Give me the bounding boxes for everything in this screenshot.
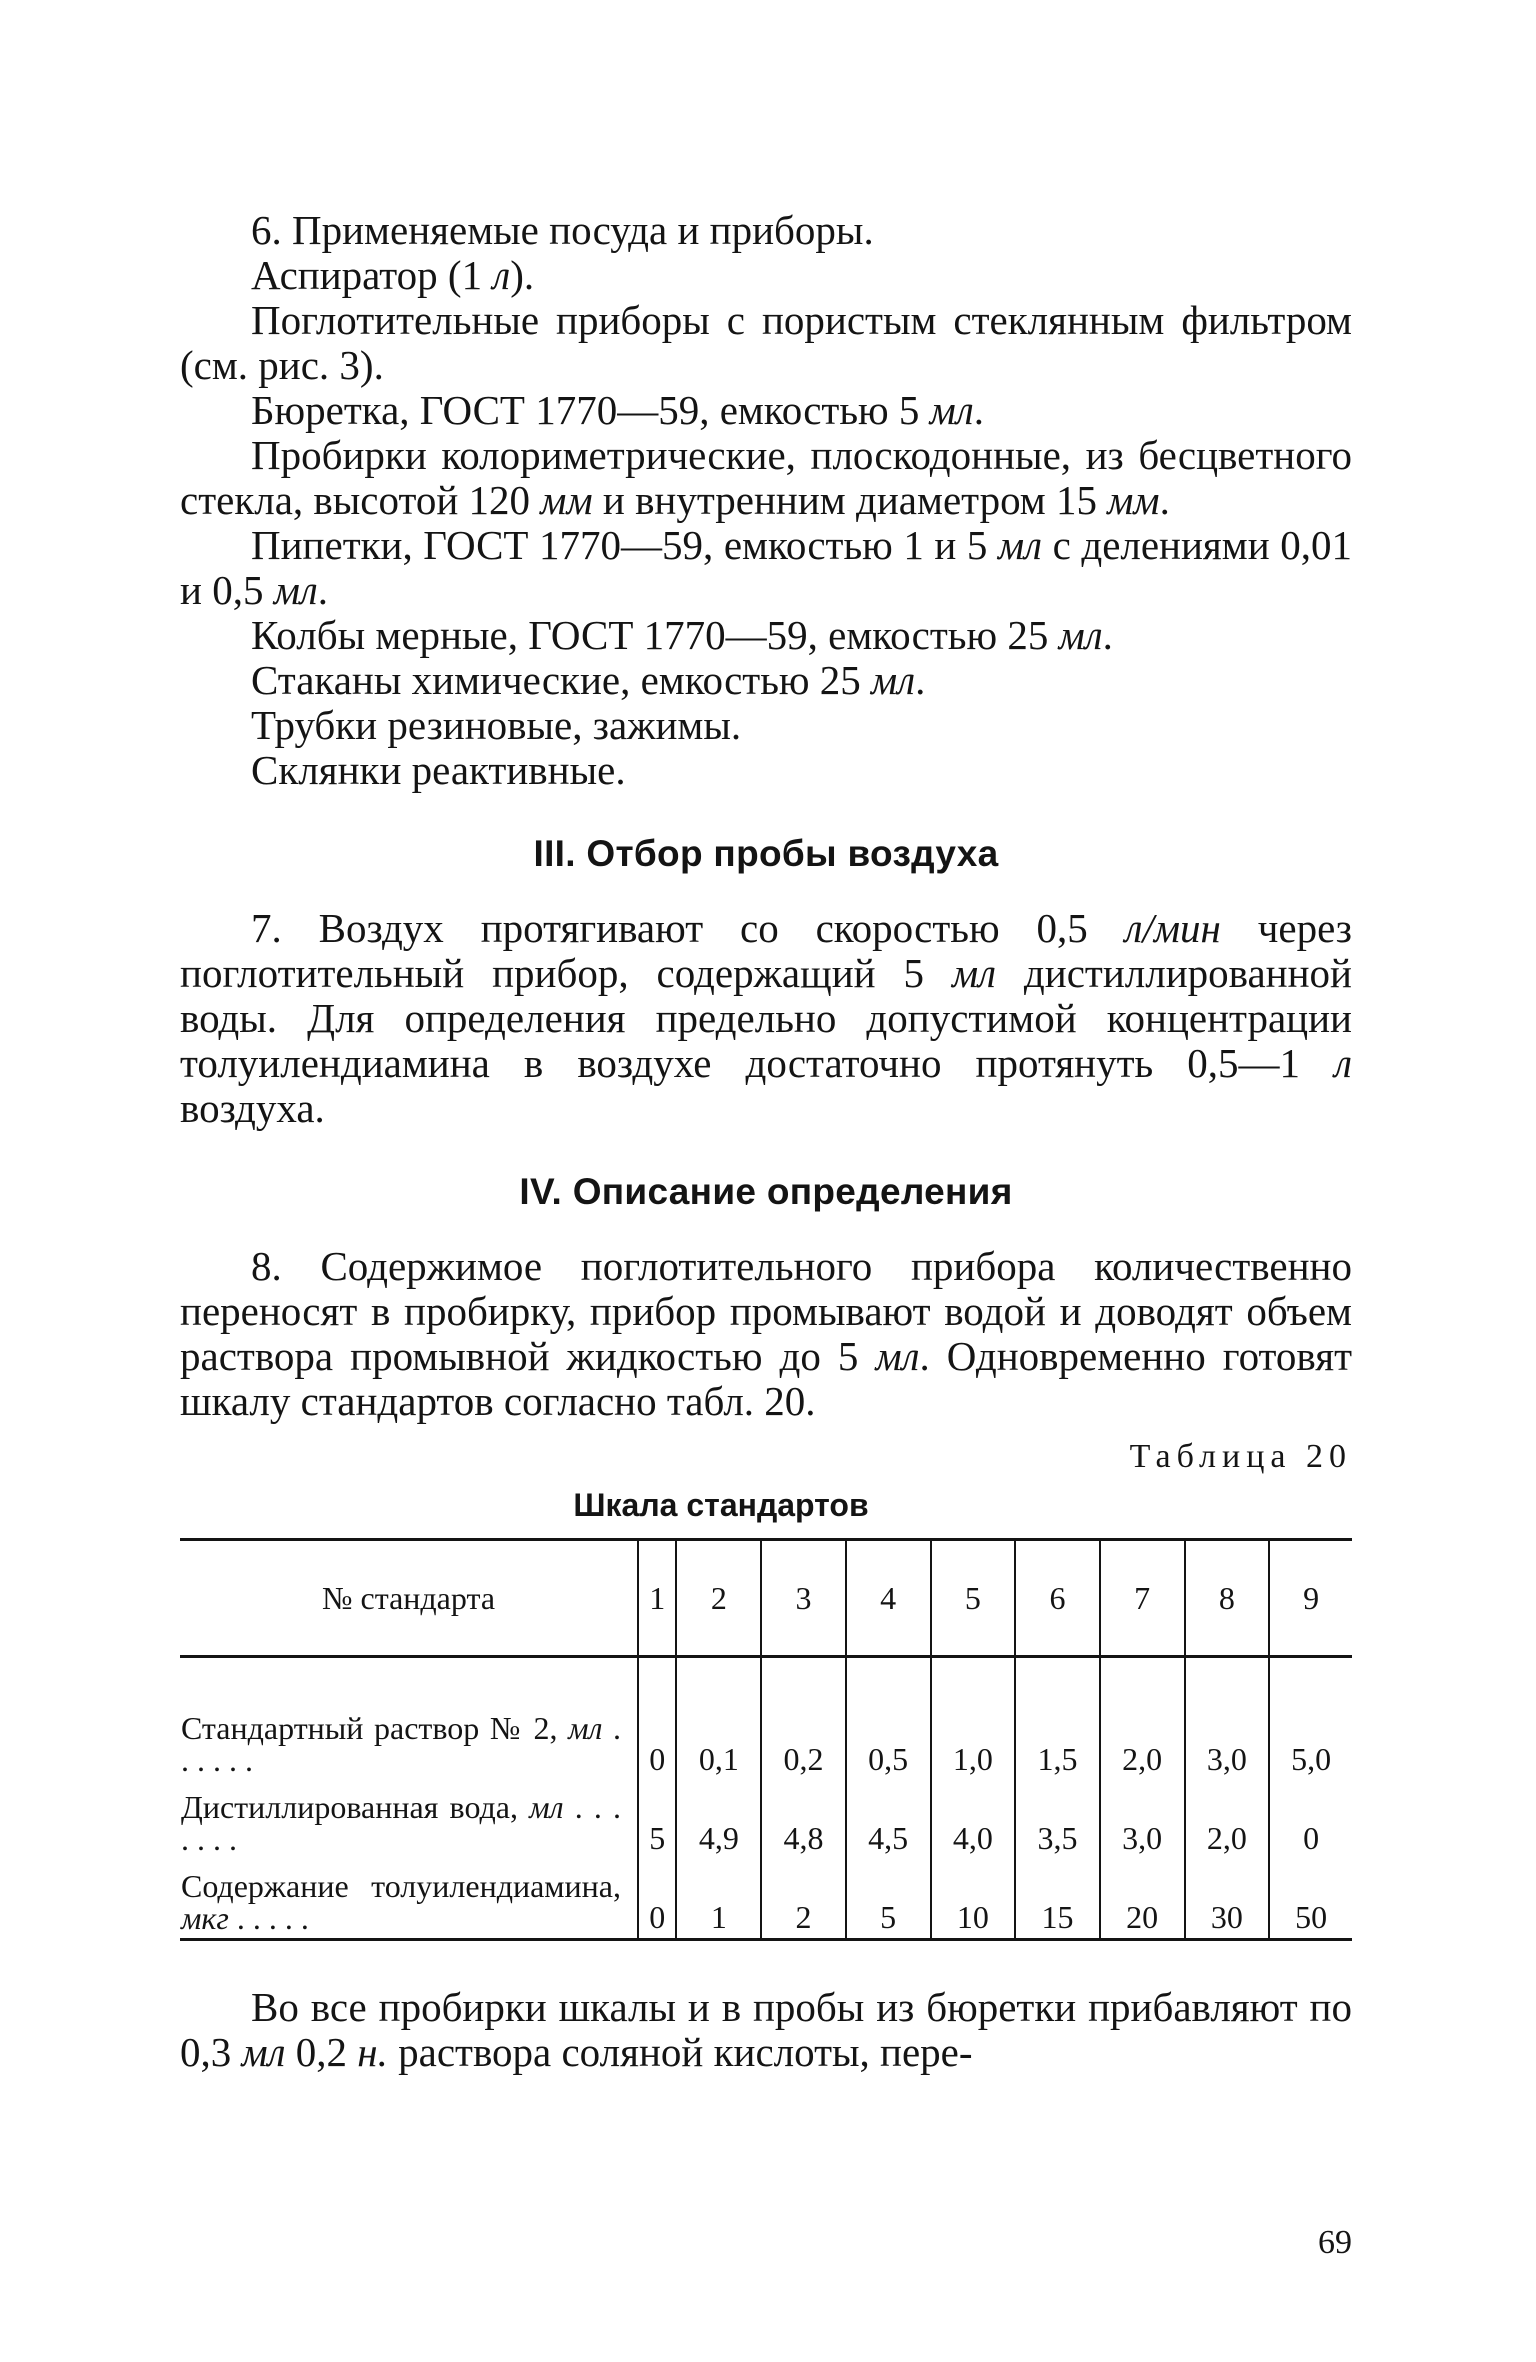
header-col: 9 — [1269, 1540, 1352, 1657]
table-row — [180, 1780, 1352, 1859]
table-cell: 0,1 — [676, 1657, 761, 1781]
header-col: 3 — [761, 1540, 846, 1657]
table-cell: 0 — [638, 1859, 676, 1940]
paragraph-8: 8. Содержимое поглотительного прибора количественно переносят в пробирку, прибор промывают водой и доводят объем раствора промывной жидкостью до 5 мл. Одновременно готовят шкалу стандартов согласно табл. 20. — [180, 1243, 1352, 1424]
header-standard-number: № стандарта — [180, 1540, 638, 1657]
paragraph-7: 7. Воздух протягивают со скоростью 0,5 л/мин через поглотительный прибор, содержащий 5 мл дистиллированной воды. Для определения предельно допустимой концентрации толуилендиамина в воздухе достаточно протянуть 0,5—1 л воздуха. — [180, 905, 1352, 1131]
table-cell: 3,0 — [1185, 1657, 1270, 1781]
item-rubber: Трубки резиновые, зажимы. — [251, 702, 742, 748]
header-col: 6 — [1015, 1540, 1100, 1657]
item-absorbers: Поглотительные приборы с пористым стеклянным фильтром (см. рис. 3). — [180, 297, 1352, 388]
table-cell: 5 — [846, 1859, 931, 1940]
header-col: 2 — [676, 1540, 761, 1657]
table-cell: 50 — [1269, 1859, 1352, 1940]
header-col: 8 — [1185, 1540, 1270, 1657]
item-beakers: Стаканы химические, емкостью 25 мл. — [251, 657, 926, 703]
table-cell: 2,0 — [1185, 1780, 1270, 1859]
table-cell: 4,8 — [761, 1780, 846, 1859]
header-col: 4 — [846, 1540, 931, 1657]
table-cell: 20 — [1100, 1859, 1185, 1940]
table-cell: 0,5 — [846, 1657, 931, 1781]
page-body — [180, 208, 1352, 2075]
table-cell: 1,0 — [931, 1657, 1016, 1781]
item-bottles: Склянки реактивные. — [251, 747, 626, 793]
table-cell: 1,5 — [1015, 1657, 1100, 1781]
table-label: Таблица 20 — [1129, 1438, 1352, 1475]
table-title: Шкала стандартов — [573, 1487, 869, 1523]
section-3-heading: III. Отбор пробы воздуха — [533, 833, 999, 874]
table-cell: 2,0 — [1100, 1657, 1185, 1781]
item-flasks: Колбы мерные, ГОСТ 1770—59, емкостью 25 мл. — [251, 612, 1113, 658]
row-label: Стандартный раствор № 2, мл . . . . . . — [181, 1710, 622, 1778]
item-burette: Бюретка, ГОСТ 1770—59, емкостью 5 мл. — [251, 387, 984, 433]
row-label: Дистиллированная вода, мл . . . . . . . — [181, 1789, 621, 1857]
header-col: 5 — [931, 1540, 1016, 1657]
table-cell: 3,0 — [1100, 1780, 1185, 1859]
row-label: Содержание толуилендиамина, мкг . . . . . — [181, 1868, 621, 1936]
item-aspirator: Аспиратор (1 л). — [251, 252, 535, 298]
table-cell: 3,5 — [1015, 1780, 1100, 1859]
table-cell: 4,5 — [846, 1780, 931, 1859]
table-cell: 0,2 — [761, 1657, 846, 1781]
table-cell: 30 — [1185, 1859, 1270, 1940]
table-cell: 4,9 — [676, 1780, 761, 1859]
section-6-title: 6. Применяемые посуда и приборы. — [251, 207, 874, 253]
table-cell: 0 — [638, 1657, 676, 1781]
standards-table — [180, 1538, 1352, 1941]
page-number: 69 — [1318, 2224, 1352, 2261]
table-cell: 2 — [761, 1859, 846, 1940]
table-row — [180, 1657, 1352, 1781]
table-cell: 5,0 — [1269, 1657, 1352, 1781]
table-cell: 1 — [676, 1859, 761, 1940]
table-header-row — [180, 1540, 1352, 1657]
closing-paragraph: Во все пробирки шкалы и в пробы из бюретки прибавляют по 0,3 мл 0,2 н. раствора соляной кислоты, пере- — [180, 1984, 1352, 2075]
header-col: 7 — [1100, 1540, 1185, 1657]
table-cell: 5 — [638, 1780, 676, 1859]
table-cell: 0 — [1269, 1780, 1352, 1859]
table-cell: 15 — [1015, 1859, 1100, 1940]
header-col: 1 — [638, 1540, 676, 1657]
table-cell: 4,0 — [931, 1780, 1016, 1859]
item-pipettes: Пипетки, ГОСТ 1770—59, емкостью 1 и 5 мл с делениями 0,01 и 0,5 мл. — [180, 522, 1352, 613]
table-cell: 10 — [931, 1859, 1016, 1940]
table-row — [180, 1859, 1352, 1940]
item-tubes: Пробирки колориметрические, плоскодонные, из бесцветного стекла, высотой 120 мм и внутренним диаметром 15 мм. — [180, 432, 1352, 523]
section-4-heading: IV. Описание определения — [519, 1171, 1013, 1212]
